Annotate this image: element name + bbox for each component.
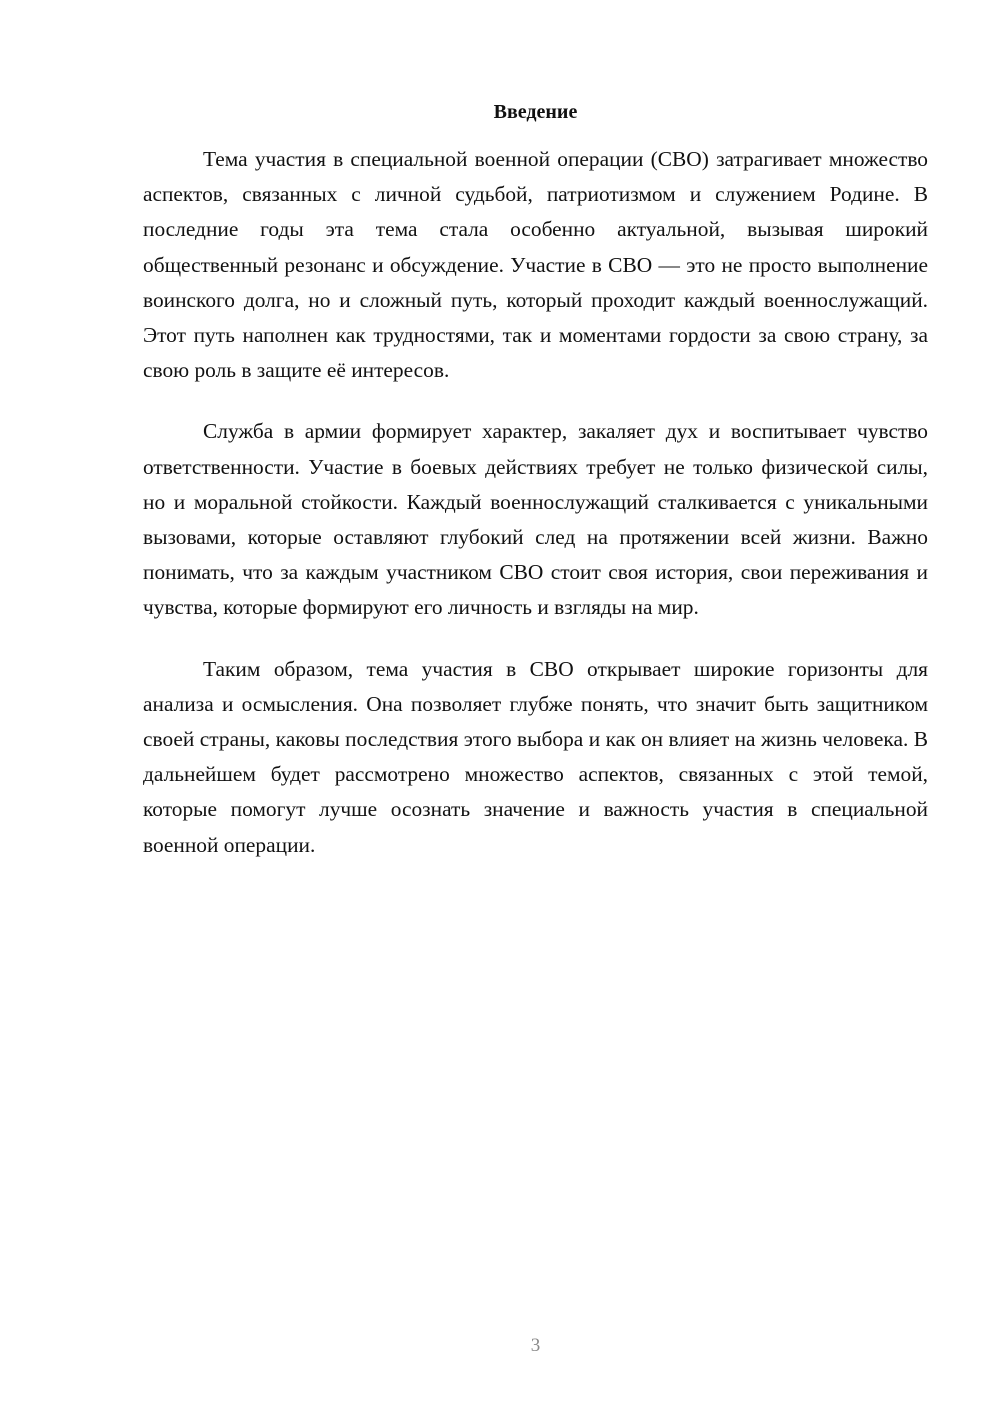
paragraph-1: Тема участия в специальной военной операции (СВО) затрагивает множество аспектов, связанных с личной судьбой, патриотизмом и служением Родине. В последние годы эта тема стала особенно актуальной, вызывая широкий общественный резонанс и обсуждение. Участие в СВО — это не просто выполнение воинского долга, но и сложный путь, который проходит каждый военнослужащий. Этот путь наполнен как трудностями, так и моментами гордости за свою страну, за свою роль в защите её интересов.	[143, 147, 928, 383]
page-number: 3	[530, 1335, 541, 1356]
paragraph-2: Служба в армии формирует характер, закаляет дух и воспитывает чувство ответственности. Участие в боевых действиях требует не только физической силы, но и моральной стойкости. Каждый военнослужащий сталкивается с уникальными вызовами, которые оставляют глубокий след на протяжении всей жизни. Важно понимать, что за каждым участником СВО стоит своя история, свои переживания и чувства, которые формируют его личность и взгляды на мир.	[143, 419, 928, 620]
paragraph-3: Таким образом, тема участия в СВО открывает широкие горизонты для анализа и осмысления. Она позволяет глубже понять, что значит быть защитником своей страны, каковы последствия этого выбора и как он влияет на жизнь человека. В дальнейшем будет рассмотрено множество аспектов, связанных с этой темой, которые помогут лучше осознать значение и важность участия в специальной военной операции.	[143, 656, 928, 857]
section-heading: Введение	[493, 101, 578, 123]
body-text	[143, 142, 928, 889]
